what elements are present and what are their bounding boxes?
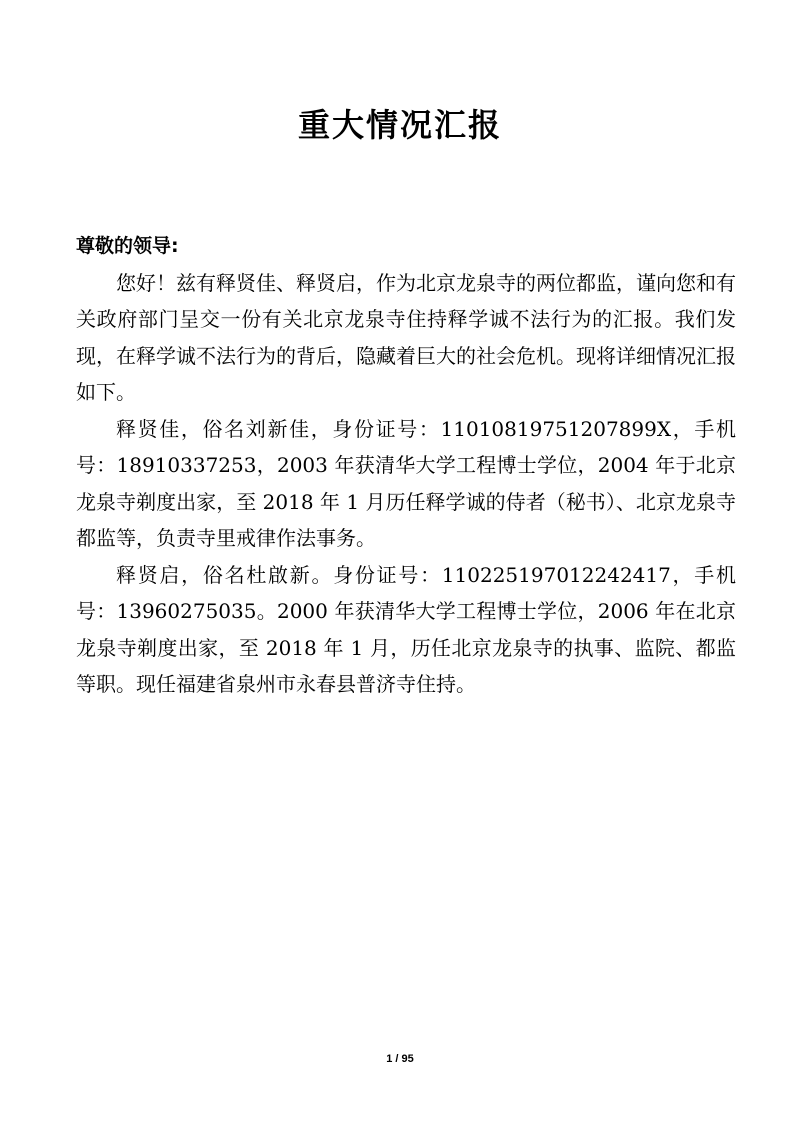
paragraph-shi-xianjia: 释贤佳，俗名刘新佳，身份证号：11010819751207899X，手机号：18910337253，2003 年获清华大学工程博士学位，2004 年于北京龙泉寺剃度出家，至 2018 年 1 月历任释学诚的侍者（秘书）、北京龙泉寺都监等，负责寺里戒律作法事务。 <box>76 416 736 550</box>
page-number: 1 / 95 <box>386 1053 414 1065</box>
document-body <box>76 228 736 703</box>
paragraph-greeting: 您好！兹有释贤佳、释贤启，作为北京龙泉寺的两位都监，谨向您和有关政府部门呈交一份有关北京龙泉寺住持释学诚不法行为的汇报。我们发现，在释学诚不法行为的背后，隐藏着巨大的社会危机。现将详细情况汇报如下。 <box>76 270 736 404</box>
paragraph-shi-xianqi: 释贤启，俗名杜啟新。身份证号：110225197012242417，手机号：13960275035。2000 年获清华大学工程博士学位，2006 年在北京龙泉寺剃度出家，至 2018 年 1 月，历任北京龙泉寺的执事、监院、都监等职。现任福建省泉州市永春县普济寺住持。 <box>76 562 736 696</box>
document-title: 重大情况汇报 <box>297 106 502 144</box>
salutation: 尊敬的领导: <box>76 235 179 257</box>
